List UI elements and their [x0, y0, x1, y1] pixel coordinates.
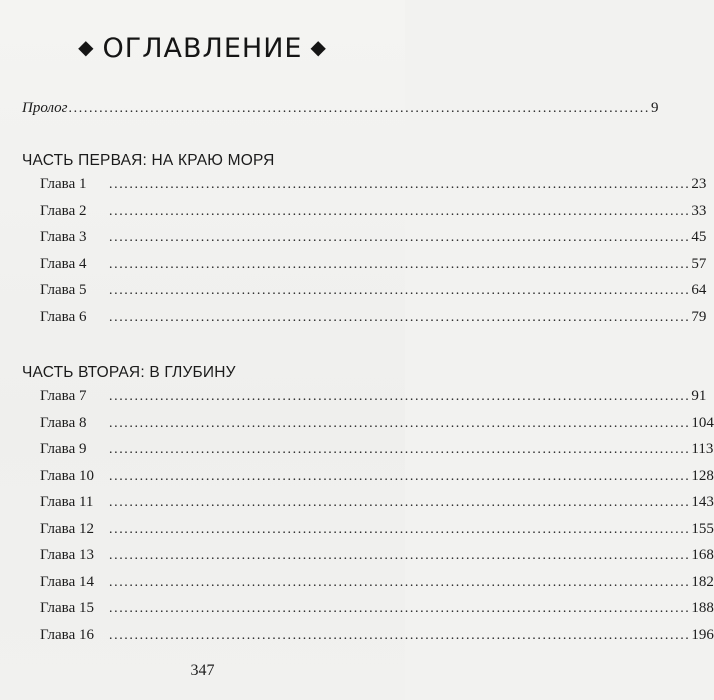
toc-entry-page: 113 — [691, 441, 714, 457]
toc-entry-page: 182 — [691, 573, 714, 590]
toc-entry-label: Глава 15 — [40, 600, 94, 616]
dot-leader: .................................................................................................................. — [109, 548, 691, 563]
toc-entry-label: Глава 14 — [40, 573, 94, 590]
toc-entry-chapter[interactable] — [22, 282, 707, 309]
dot-leader: .................................................................................................................. — [109, 495, 691, 510]
toc-entry-label: Глава 16 — [40, 626, 94, 643]
dot-leader: .................................................................................................................. — [109, 415, 691, 431]
toc-entry-label: Глава 1 — [40, 176, 87, 192]
page-number: 347 — [190, 662, 215, 679]
dot-leader: .................................................................................................................. — [109, 442, 691, 457]
toc-entry-chapter[interactable] — [22, 547, 714, 574]
dot-leader: .................................................................................................................. — [109, 601, 691, 616]
toc-entry-chapter[interactable] — [22, 467, 714, 495]
toc-entry-label: Глава 10 — [40, 467, 94, 484]
dot-leader: .................................................................................................................. — [109, 389, 691, 404]
toc-entry-label: Глава 8 — [40, 414, 87, 431]
toc-entry-page: 9 — [650, 100, 659, 116]
toc-entry-prologue[interactable] — [22, 100, 659, 127]
toc-entry-page: 79 — [691, 308, 707, 325]
toc-entry-chapter[interactable] — [22, 600, 714, 627]
dot-leader: .................................................................................................................. — [68, 101, 650, 116]
chapter-list — [22, 388, 714, 653]
part-title: ЧАСТЬ ПЕРВАЯ: НА КРАЮ МОРЯ — [22, 152, 275, 169]
toc-entry-label: Глава 12 — [40, 520, 94, 537]
dot-leader: .................................................................................................................. — [109, 468, 691, 484]
dot-leader: .................................................................................................................. — [109, 574, 691, 590]
toc-entry-label: Глава 5 — [40, 282, 87, 298]
dot-leader: .................................................................................................................. — [109, 256, 691, 272]
diamond-right-icon: ◆ — [310, 35, 327, 59]
toc-entry-page: 143 — [691, 494, 714, 510]
dot-leader: .................................................................................................................. — [109, 627, 691, 643]
dot-leader: .................................................................................................................. — [109, 283, 691, 298]
dot-leader: .................................................................................................................. — [109, 177, 691, 192]
toc-entry-chapter[interactable] — [22, 520, 714, 548]
toc-entry-chapter[interactable] — [22, 308, 707, 336]
toc-entry-label: Глава 3 — [40, 229, 87, 245]
toc-entry-label: Глава 6 — [40, 308, 87, 325]
toc-entry-chapter[interactable] — [22, 176, 707, 203]
toc-entry-page: 91 — [691, 388, 707, 404]
toc-entry-page: 64 — [691, 282, 707, 298]
toc-entry-page: 128 — [691, 467, 714, 484]
toc-entry-page: 33 — [691, 202, 707, 219]
toc-entry-page: 196 — [691, 626, 714, 643]
toc-entry-label: Глава 7 — [40, 388, 87, 404]
toc-entry-chapter[interactable] — [22, 229, 707, 256]
toc-entry-chapter[interactable] — [22, 388, 707, 415]
page-title-text: ОГЛАВЛЕНИЕ — [102, 33, 303, 64]
toc-entry-chapter[interactable] — [22, 573, 714, 601]
toc-entry-chapter[interactable] — [22, 414, 714, 442]
page-title — [0, 30, 405, 66]
toc-entry-label: Глава 4 — [40, 255, 87, 272]
toc-entry-label: Глава 2 — [40, 202, 87, 219]
toc-entry-page: 23 — [691, 176, 707, 192]
toc-part-2 — [22, 364, 714, 653]
part-title: ЧАСТЬ ВТОРАЯ: В ГЛУБИНУ — [22, 364, 236, 381]
dot-leader: .................................................................................................................. — [109, 309, 691, 325]
dot-leader: .................................................................................................................. — [109, 203, 691, 219]
chapter-list — [22, 176, 707, 335]
toc-entry-page: 155 — [691, 520, 714, 537]
toc-entry-page: 57 — [691, 255, 707, 272]
toc-prologue-section — [22, 100, 659, 127]
toc-entry-page: 45 — [691, 229, 707, 245]
toc-entry-chapter[interactable] — [22, 255, 707, 283]
toc-entry-chapter[interactable] — [22, 626, 714, 654]
diamond-left-icon: ◆ — [78, 35, 95, 59]
dot-leader: .................................................................................................................. — [109, 230, 691, 245]
toc-entry-page: 188 — [691, 600, 714, 616]
toc-entry-page: 104 — [691, 414, 714, 431]
toc-entry-label: Глава 9 — [40, 441, 87, 457]
toc-entry-label: Глава 11 — [40, 494, 94, 510]
toc-part-1 — [22, 152, 707, 335]
toc-entry-chapter[interactable] — [22, 494, 714, 521]
toc-entry-label: Пролог — [22, 100, 68, 116]
dot-leader: .................................................................................................................. — [109, 521, 691, 537]
toc-entry-chapter[interactable] — [22, 441, 714, 468]
toc-entry-label: Глава 13 — [40, 547, 94, 563]
toc-entry-chapter[interactable] — [22, 202, 707, 230]
toc-entry-page: 168 — [691, 547, 714, 563]
